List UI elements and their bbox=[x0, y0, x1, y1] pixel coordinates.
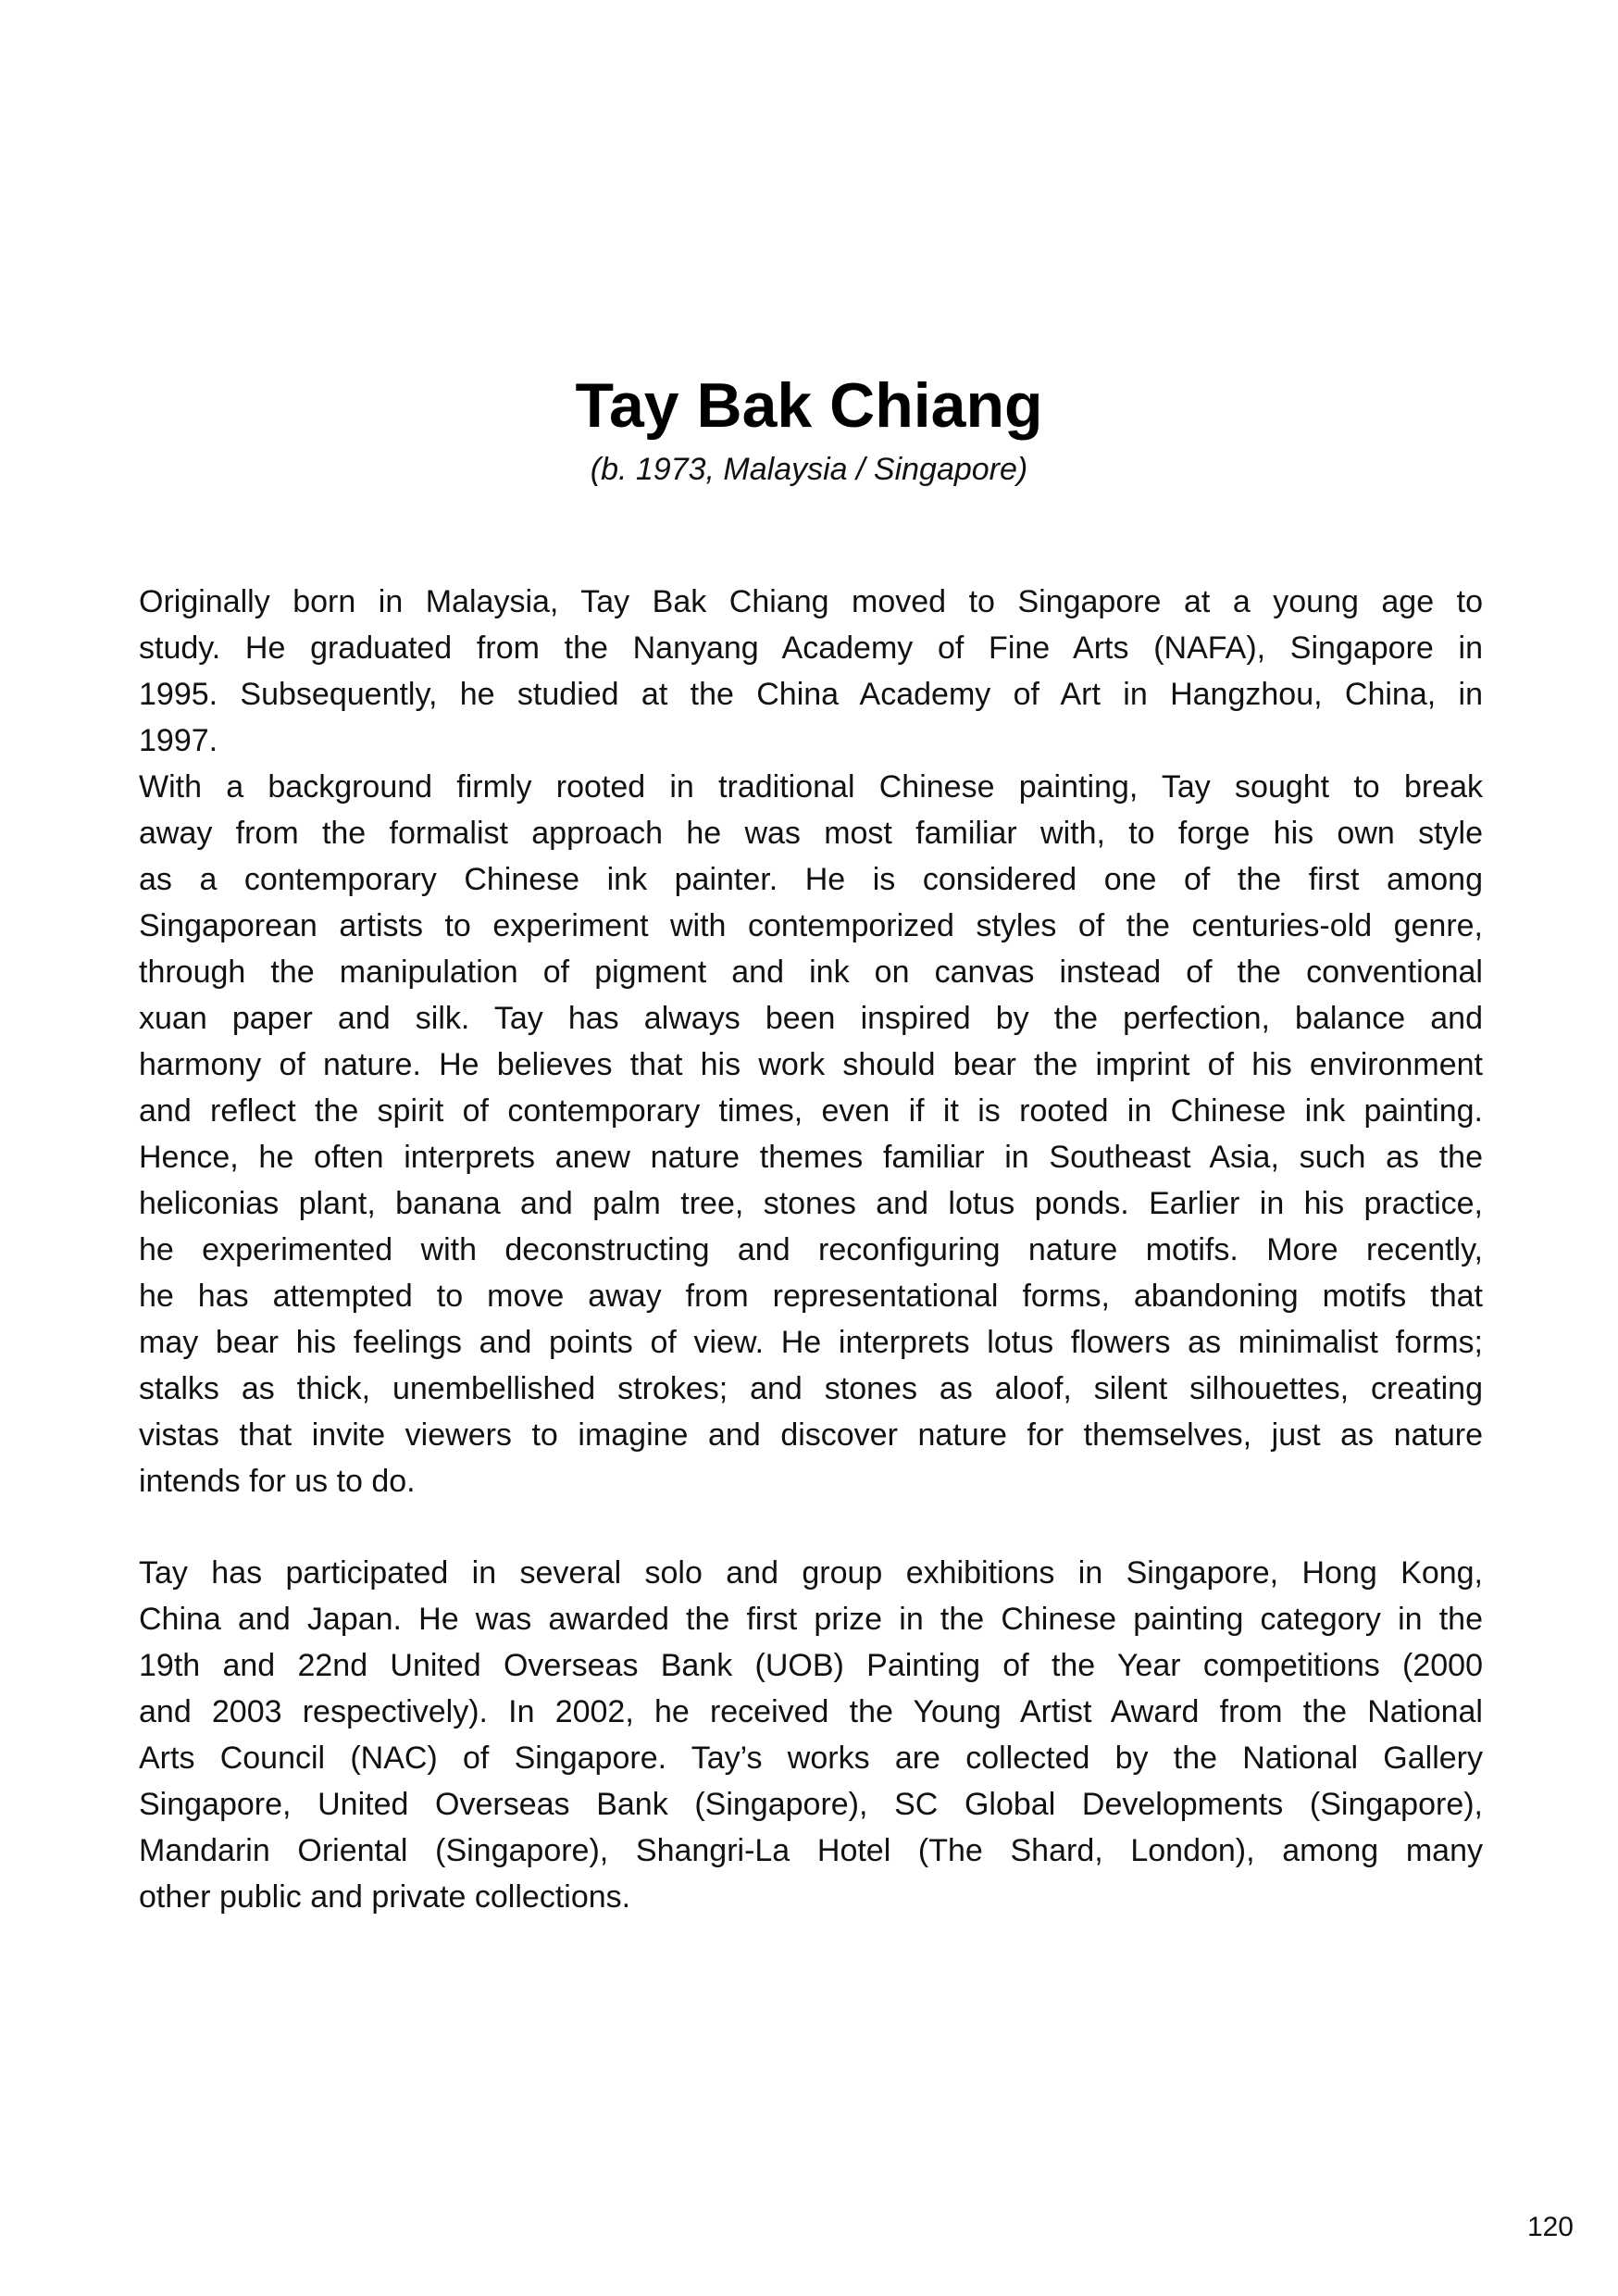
paragraph-line: Mandarin Oriental (Singapore), Shangri-La Hotel (The Shard, London), among many bbox=[139, 1833, 1483, 1868]
paragraph-line: and 2003 respectively). In 2002, he received the Young Artist Award from the National bbox=[139, 1694, 1483, 1729]
biography-paragraph-1 bbox=[139, 579, 1483, 764]
paragraph-line: heliconias plant, banana and palm tree, stones and lotus ponds. Earlier in his practice, bbox=[139, 1186, 1483, 1221]
page-number: 120 bbox=[1526, 2212, 1574, 2242]
paragraph-line: study. He graduated from the Nanyang Academy of Fine Arts (NAFA), Singapore in bbox=[139, 630, 1483, 666]
biography-paragraph-2 bbox=[139, 764, 1483, 1504]
paragraph-line: and reflect the spirit of contemporary times, even if it is rooted in Chinese ink painting. bbox=[139, 1093, 1483, 1129]
paragraph-line: xuan paper and silk. Tay has always been inspired by the perfection, balance and bbox=[139, 1001, 1483, 1036]
paragraph-line: China and Japan. He was awarded the first prize in the Chinese painting category in the bbox=[139, 1602, 1483, 1637]
paragraph-line: he has attempted to move away from representational forms, abandoning motifs that bbox=[139, 1279, 1483, 1314]
paragraph-line: Originally born in Malaysia, Tay Bak Chiang moved to Singapore at a young age to bbox=[139, 584, 1483, 619]
artist-birth-subtitle: (b. 1973, Malaysia / Singapore) bbox=[590, 452, 1028, 487]
artist-name-title: Tay Bak Chiang bbox=[575, 370, 1043, 441]
paragraph-line: away from the formalist approach he was most familiar with, to forge his own style bbox=[139, 816, 1483, 851]
paragraph-line: as a contemporary Chinese ink painter. He is considered one of the first among bbox=[139, 862, 1483, 897]
paragraph-line: Hence, he often interprets anew nature themes familiar in Southeast Asia, such as the bbox=[139, 1140, 1483, 1175]
paragraph-line: stalks as thick, unembellished strokes; and stones as aloof, silent silhouettes, creating bbox=[139, 1371, 1483, 1406]
paragraph-line: Arts Council (NAC) of Singapore. Tay’s works are collected by the National Gallery bbox=[139, 1741, 1483, 1776]
paragraph-line: intends for us to do. bbox=[139, 1464, 416, 1499]
paragraph-line: he experimented with deconstructing and reconfiguring nature motifs. More recently, bbox=[139, 1232, 1483, 1267]
paragraph-line: Singapore, United Overseas Bank (Singapore), SC Global Developments (Singapore), bbox=[139, 1787, 1483, 1822]
paragraph-line: may bear his feelings and points of view. He interprets lotus flowers as minimalist forms; bbox=[139, 1325, 1483, 1360]
paragraph-line: vistas that invite viewers to imagine and discover nature for themselves, just as nature bbox=[139, 1417, 1483, 1453]
paragraph-line: Tay has participated in several solo and group exhibitions in Singapore, Hong Kong, bbox=[139, 1555, 1483, 1591]
paragraph-line: Singaporean artists to experiment with contemporized styles of the centuries-old genre, bbox=[139, 908, 1483, 943]
paragraph-line: through the manipulation of pigment and ink on canvas instead of the conventional bbox=[139, 955, 1483, 990]
biography-paragraph-3 bbox=[139, 1550, 1483, 1920]
paragraph-line: 1995. Subsequently, he studied at the China Academy of Art in Hangzhou, China, in bbox=[139, 677, 1483, 712]
paragraph-line: 1997. bbox=[139, 723, 218, 758]
paragraph-line: harmony of nature. He believes that his work should bear the imprint of his environment bbox=[139, 1047, 1483, 1082]
paragraph-line: other public and private collections. bbox=[139, 1879, 631, 1915]
paragraph-line: With a background firmly rooted in traditional Chinese painting, Tay sought to break bbox=[139, 769, 1483, 805]
paragraph-line: 19th and 22nd United Overseas Bank (UOB) Painting of the Year competitions (2000 bbox=[139, 1648, 1483, 1683]
